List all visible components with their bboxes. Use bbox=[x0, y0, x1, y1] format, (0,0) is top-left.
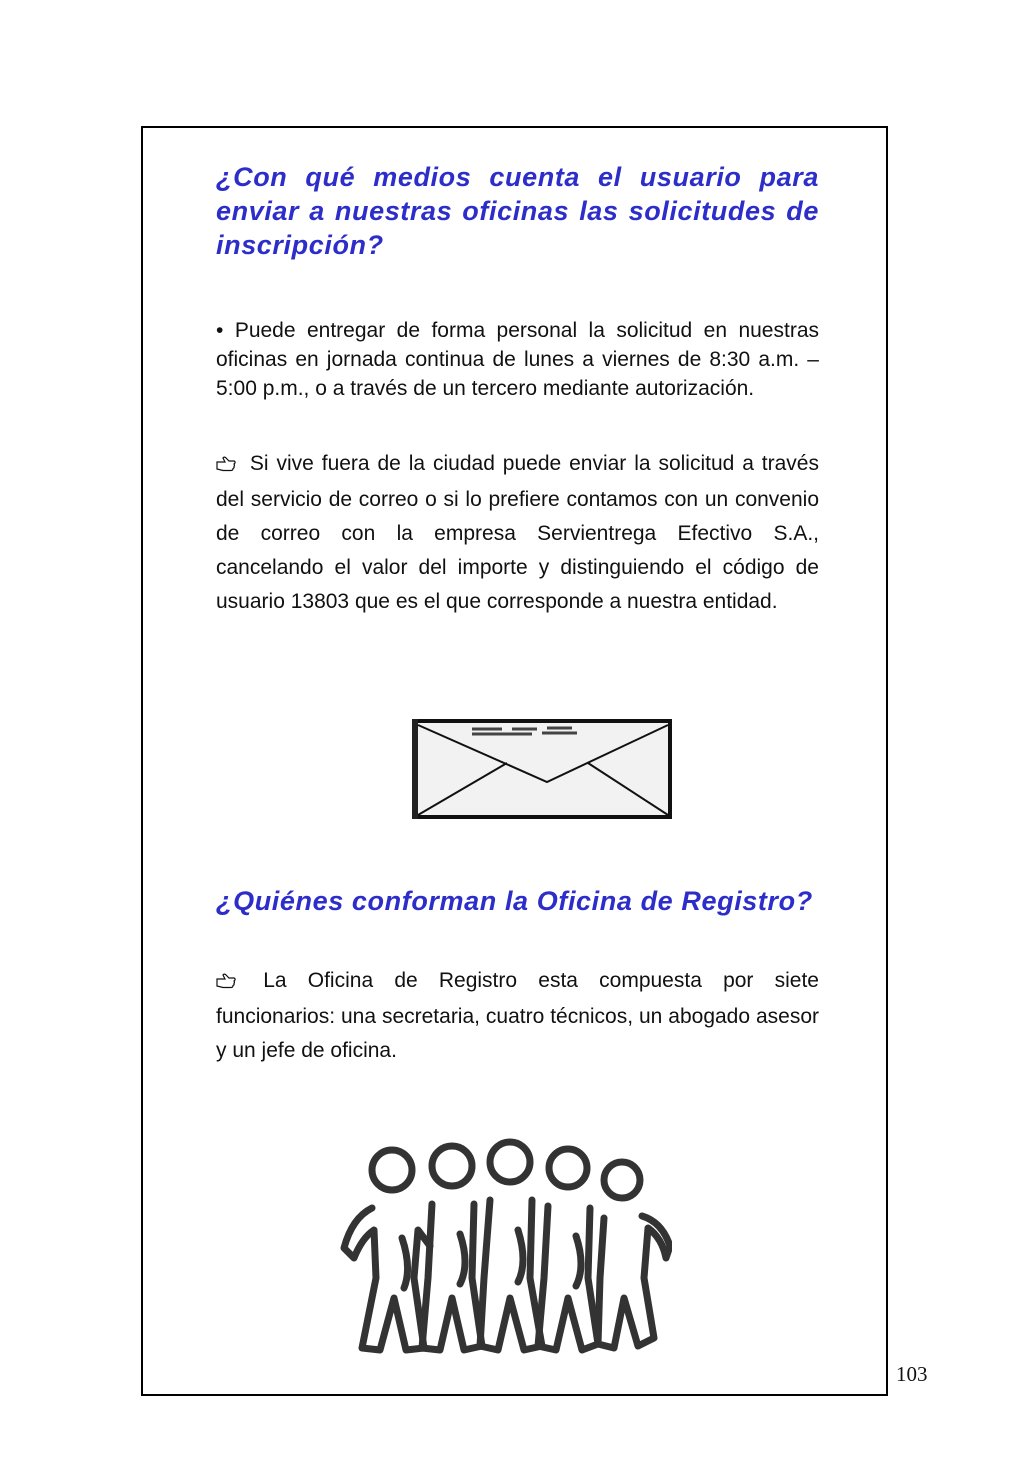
paragraph-entrega-personal-text: Puede entregar de forma personal la solicitud en nuestras oficinas en jornada continua de lunes a viernes de 8:30 a.m. – 5:00 p.m., o a través de un tercero mediante autorización. bbox=[216, 319, 819, 400]
pointing-hand-icon bbox=[216, 966, 236, 1000]
group-of-people-icon bbox=[332, 1138, 672, 1360]
pointing-hand-icon bbox=[216, 449, 236, 483]
paragraph-oficina bbox=[216, 964, 819, 1068]
bullet: • bbox=[216, 319, 224, 342]
paragraph-entrega-personal bbox=[216, 316, 819, 403]
paragraph-correo-text: Si vive fuera de la ciudad puede enviar la solicitud a través del servicio de correo o si lo prefiere contamos con un convenio de correo con la empresa Servientrega Efectivo S.A., cancelando el valor del importe y distinguiendo el código de usuario 13803 que es el que corresponde a nuestra entidad. bbox=[216, 452, 819, 613]
question-heading-oficina: ¿Quiénes conforman la Oficina de Registro? bbox=[216, 886, 813, 916]
paragraph-correo bbox=[216, 447, 819, 619]
question-heading-medios: ¿Con qué medios cuenta el usuario para enviar a nuestras oficinas las solicitudes de inscripción? bbox=[216, 162, 819, 260]
section-medios bbox=[216, 160, 819, 619]
paragraph-oficina-text: La Oficina de Registro esta compuesta por siete funcionarios: una secretaria, cuatro técnicos, un abogado asesor y un jefe de oficina. bbox=[216, 969, 819, 1062]
page-number: 103 bbox=[896, 1362, 928, 1386]
envelope-icon bbox=[412, 717, 674, 821]
